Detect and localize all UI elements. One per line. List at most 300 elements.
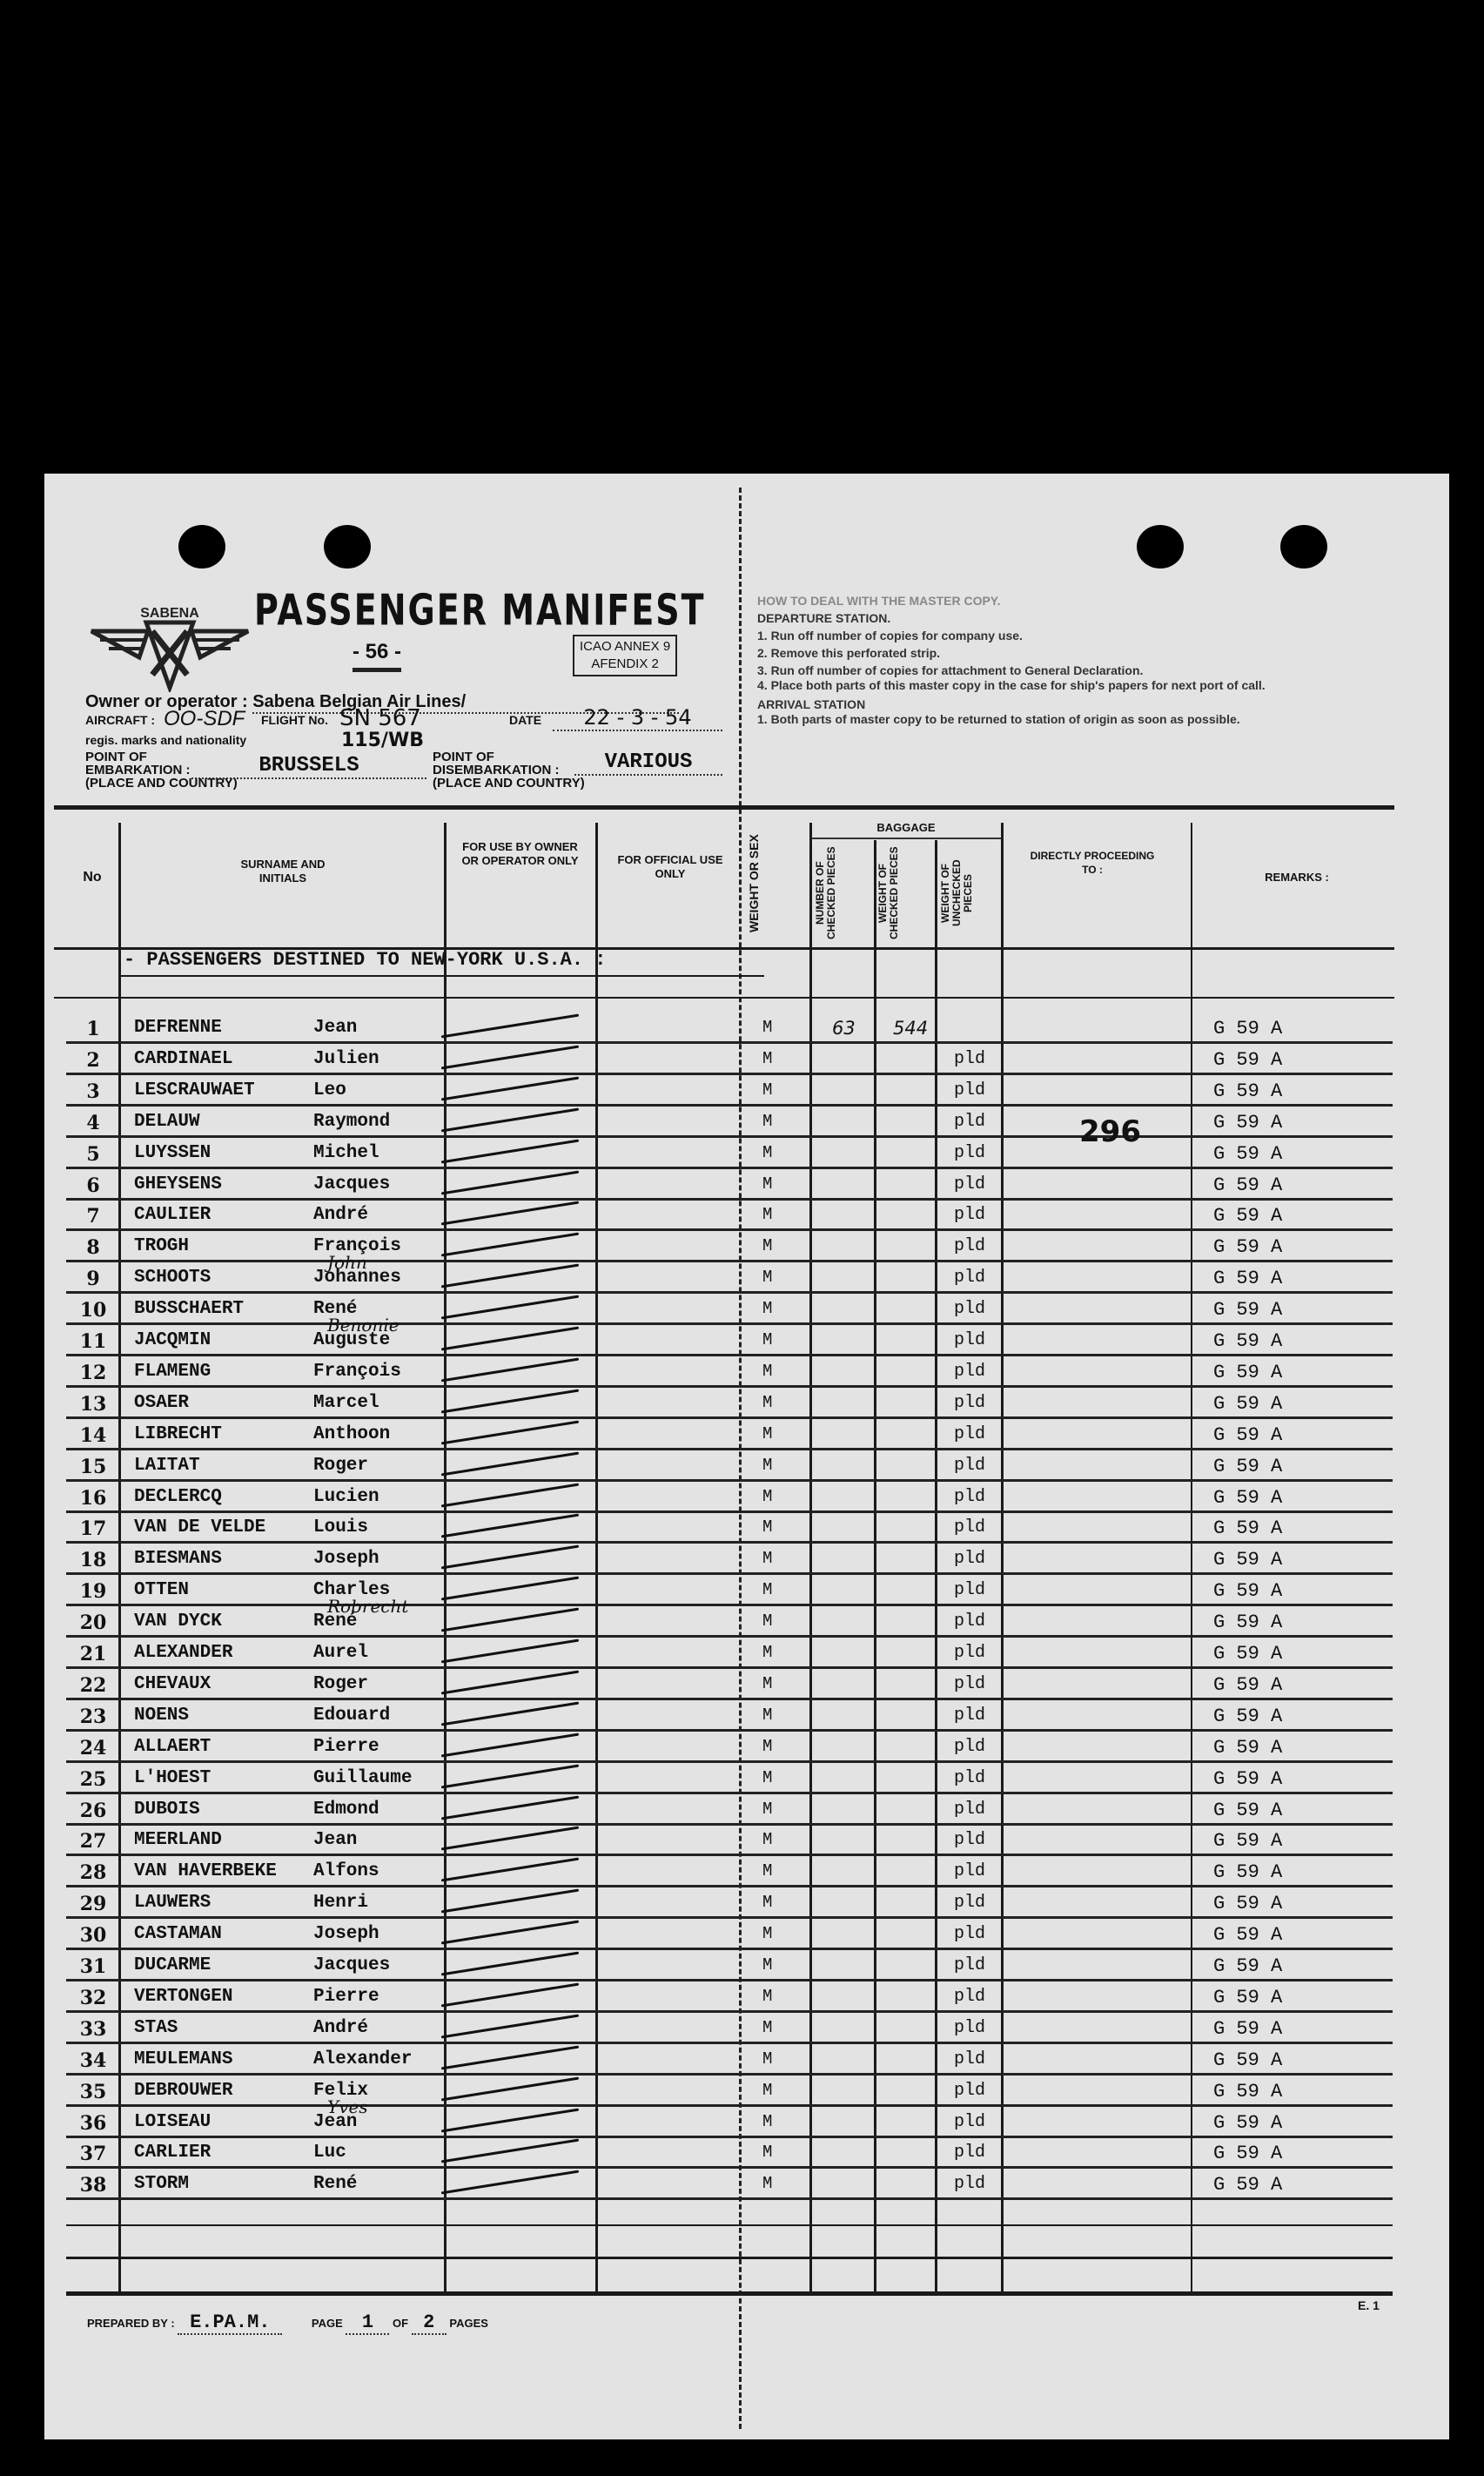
section-heading: - PASSENGERS DESTINED TO NEW-YORK U.S.A. : (124, 949, 607, 971)
handwritten-tick-mark (441, 2076, 579, 2101)
of-label: OF (393, 2317, 409, 2330)
passenger-number: 3 (86, 1080, 100, 1103)
passenger-surname: L'HOEST (134, 1767, 212, 1788)
passenger-surname: STAS (134, 2017, 178, 2038)
passenger-row (66, 1919, 1393, 1950)
passenger-surname: LOISEAU (134, 2111, 212, 2132)
passenger-surname: DEBROUWER (134, 2080, 233, 2101)
passenger-surname: TROGH (134, 1236, 190, 1257)
passenger-first-name: Felix (313, 2080, 369, 2101)
date-label: DATE (509, 713, 542, 727)
passenger-first-name: Guillaume (313, 1767, 413, 1788)
passenger-weight-sex: M (762, 1423, 773, 1443)
icao-line: AFENDIX 2 (591, 656, 659, 671)
passenger-surname: DEFRENNE (134, 1018, 222, 1038)
handwritten-tick-mark (441, 1514, 579, 1538)
passenger-remarks: G 59 A (1213, 1423, 1283, 1446)
passenger-number: 37 (79, 2143, 107, 2166)
passenger-weight-sex: M (762, 2049, 773, 2069)
passenger-surname: FLAMENG (134, 1361, 212, 1382)
flight-value: SN 567 (339, 705, 421, 731)
passenger-surname: CARDINAEL (134, 1048, 233, 1069)
passenger-weight-sex: M (762, 1611, 773, 1632)
passenger-surname: SCHOOTS (134, 1268, 212, 1288)
unchecked-weight: pld (954, 1268, 986, 1288)
unchecked-weight: pld (954, 1174, 986, 1194)
handwritten-tick-mark (441, 2014, 579, 2038)
passenger-weight-sex: M (762, 1986, 773, 2006)
passenger-weight-sex: M (762, 1018, 773, 1037)
passenger-first-name: Alfons (313, 1861, 379, 1882)
handwritten-tick-mark (441, 1201, 579, 1226)
passenger-row (66, 1231, 1393, 1262)
passenger-row (66, 1575, 1393, 1606)
arrival-title: ARRIVAL STATION (757, 697, 866, 711)
punch-hole (1280, 525, 1327, 569)
page-label: PAGE (311, 2317, 343, 2330)
prepared-value: E.PA.M. (178, 2311, 282, 2335)
passenger-weight-sex: M (762, 1955, 773, 1975)
passenger-weight-sex: M (762, 1486, 773, 1506)
passenger-number: 6 (86, 1174, 100, 1197)
passenger-remarks: G 59 A (1213, 2174, 1283, 2197)
unchecked-weight: pld (954, 1205, 986, 1226)
passenger-number: 17 (79, 1517, 107, 1541)
passenger-surname: MEERLAND (134, 1830, 222, 1851)
svg-text:SABENA: SABENA (140, 606, 199, 621)
passenger-surname: JACQMIN (134, 1330, 212, 1350)
handwritten-tick-mark (441, 1264, 579, 1288)
departure-step: 1. Run off number of copies for company use. (757, 629, 1023, 643)
column-header-proceeding: DIRECTLY PROCEEDING TO : (1030, 850, 1155, 876)
passenger-weight-sex: M (762, 1361, 773, 1381)
passenger-weight-sex: M (762, 1767, 773, 1787)
passenger-number: 28 (79, 1861, 107, 1885)
passenger-remarks: G 59 A (1213, 1830, 1283, 1853)
blank-row-rule (66, 2257, 1393, 2259)
passenger-remarks: G 59 A (1213, 1736, 1283, 1759)
passenger-row (66, 1763, 1393, 1794)
passenger-weight-sex: M (762, 1142, 773, 1162)
flight-label: FLIGHT No. (261, 713, 328, 727)
unchecked-weight: pld (954, 1580, 986, 1601)
embarkation-label-line: (PLACE AND COUNTRY) (85, 776, 238, 791)
passenger-number: 26 (79, 1799, 107, 1822)
instructions-title: HOW TO DEAL WITH THE MASTER COPY. (757, 594, 1001, 608)
passenger-row (66, 1356, 1393, 1388)
disembarkation-label-line: DISEMBARKATION : (433, 763, 560, 777)
passenger-first-name: Pierre (313, 1736, 379, 1757)
passenger-row (66, 1596, 1393, 1638)
passenger-number: 12 (79, 1361, 107, 1384)
passenger-number: 4 (86, 1111, 100, 1134)
owner-value: Sabena Belgian Air Lines/ (252, 692, 679, 714)
departure-step: 4. Place both parts of this master copy in the case for ship's papers for next port of call. (757, 678, 1266, 692)
passenger-number: 32 (79, 1986, 107, 2009)
row-rule (66, 2197, 1393, 2200)
passenger-row (66, 1013, 1393, 1044)
passenger-first-name: Marcel (313, 1392, 379, 1413)
handwritten-correction: John (327, 1252, 367, 1274)
passenger-weight-sex: M (762, 1517, 773, 1537)
pages-label: PAGES (449, 2317, 488, 2330)
passenger-row (66, 2044, 1393, 2076)
unchecked-weight: pld (954, 1236, 986, 1257)
passenger-first-name: Jean (313, 1830, 358, 1851)
passenger-number: 11 (79, 1330, 107, 1353)
handwritten-tick-mark (441, 1608, 579, 1632)
column-header-remarks: REMARKS : (1265, 871, 1329, 884)
unchecked-weight: pld (954, 1517, 986, 1538)
passenger-first-name: Jacques (313, 1955, 391, 1975)
passenger-surname: LAITAT (134, 1455, 200, 1476)
proceeding-value: 296 (1079, 1114, 1141, 1149)
passenger-weight-sex: M (762, 1673, 773, 1693)
passenger-first-name: Johannes (313, 1268, 401, 1288)
handwritten-tick-mark (441, 1577, 579, 1601)
icao-line: ICAO ANNEX 9 (580, 639, 671, 654)
passenger-weight-sex: M (762, 1111, 773, 1131)
column-header-checked-weight: WEIGHT OF CHECKED PIECES (876, 846, 900, 940)
handwritten-tick-mark (441, 1889, 579, 1914)
baggage-rule (811, 838, 1001, 839)
handwritten-tick-mark (441, 1764, 579, 1788)
passenger-number: 15 (79, 1455, 107, 1478)
passenger-row (66, 1200, 1393, 1231)
passenger-row (66, 1638, 1393, 1669)
handwritten-tick-mark (441, 1233, 579, 1257)
passenger-remarks: G 59 A (1213, 1549, 1283, 1571)
passenger-surname: ALLAERT (134, 1736, 212, 1757)
passenger-row (66, 1315, 1393, 1356)
passenger-remarks: G 59 A (1213, 1392, 1283, 1415)
passenger-number: 25 (79, 1767, 107, 1791)
unchecked-weight: pld (954, 1299, 986, 1320)
passenger-surname: CHEVAUX (134, 1673, 212, 1694)
passenger-weight-sex: M (762, 1799, 773, 1819)
unchecked-weight: pld (954, 1455, 986, 1476)
passenger-weight-sex: M (762, 1299, 773, 1319)
passenger-remarks: G 59 A (1213, 1924, 1283, 1947)
passenger-row (66, 1107, 1393, 1138)
departure-title: DEPARTURE STATION. (757, 611, 891, 625)
handwritten-tick-mark (441, 1795, 579, 1820)
embarkation-value: BRUSSELS (191, 754, 426, 779)
unchecked-weight: pld (954, 1611, 986, 1632)
handwritten-tick-mark (441, 1483, 579, 1507)
passenger-surname: VAN HAVERBEKE (134, 1861, 277, 1882)
passenger-surname: CAULIER (134, 1205, 212, 1226)
table-bottom-rule (66, 2291, 1393, 2296)
passenger-remarks: G 59 A (1213, 2080, 1283, 2103)
passenger-surname: LESCRAUWAET (134, 1080, 255, 1100)
passenger-surname: MEULEMANS (134, 2049, 233, 2069)
passenger-weight-sex: M (762, 1736, 773, 1756)
punch-hole (178, 525, 225, 569)
passenger-weight-sex: M (762, 1924, 773, 1944)
passenger-number: 24 (79, 1736, 107, 1759)
blank-row-rule (66, 2224, 1393, 2226)
passenger-remarks: G 59 A (1213, 1705, 1283, 1727)
handwritten-tick-mark (441, 1357, 579, 1382)
passenger-row (66, 1669, 1393, 1700)
page-title: PASSENGER MANIFEST (254, 585, 706, 636)
unchecked-weight: pld (954, 1736, 986, 1757)
unchecked-weight: pld (954, 2049, 986, 2069)
handwritten-tick-mark (441, 1733, 579, 1757)
embarkation-label-line: EMBARKATION : (85, 763, 191, 777)
passenger-remarks: G 59 A (1213, 1361, 1283, 1383)
passenger-first-name: Julien (313, 1048, 379, 1069)
passenger-row (66, 1450, 1393, 1482)
passenger-number: 9 (86, 1268, 100, 1291)
sabena-logo (87, 596, 252, 692)
section-rule (54, 997, 1394, 999)
passenger-weight-sex: M (762, 1893, 773, 1913)
passenger-first-name: Auguste (313, 1330, 391, 1350)
passenger-surname: DELAUW (134, 1111, 200, 1132)
passenger-row (66, 1794, 1393, 1826)
form-number: - 56 - (353, 640, 401, 672)
passenger-first-name: Joseph (313, 1549, 379, 1570)
passenger-number: 1 (86, 1018, 100, 1040)
passenger-first-name: Jacques (313, 1174, 391, 1194)
section-rule (120, 975, 764, 977)
passenger-weight-sex: M (762, 2174, 773, 2194)
passenger-surname: DUBOIS (134, 1799, 200, 1820)
passenger-remarks: G 59 A (1213, 1799, 1283, 1821)
passenger-first-name: Roger (313, 1455, 369, 1476)
handwritten-tick-mark (441, 1921, 579, 1945)
handwritten-tick-mark (441, 1701, 579, 1726)
footer (87, 2311, 488, 2335)
disembarkation-value: VARIOUS (574, 750, 722, 776)
disembarkation-label (433, 750, 585, 790)
passenger-first-name: Luc (313, 2143, 346, 2163)
unchecked-weight: pld (954, 2017, 986, 2038)
passenger-surname: NOENS (134, 1705, 190, 1726)
passenger-row (66, 1512, 1393, 1544)
column-header-checked-pieces: NUMBER OF CHECKED PIECES (814, 846, 837, 940)
passenger-weight-sex: M (762, 1830, 773, 1850)
passenger-number: 35 (79, 2080, 107, 2103)
passenger-number: 29 (79, 1893, 107, 1916)
unchecked-weight: pld (954, 1330, 986, 1350)
master-copy-instructions (757, 592, 1323, 726)
passenger-row (66, 2096, 1393, 2138)
page-number: 1 (346, 2311, 389, 2335)
passenger-row (66, 1252, 1393, 1294)
passenger-weight-sex: M (762, 2080, 773, 2100)
passenger-remarks: G 59 A (1213, 2017, 1283, 2040)
unchecked-weight: pld (954, 1486, 986, 1507)
handwritten-correction: Benonie (327, 1315, 400, 1336)
passenger-surname: LUYSSEN (134, 1142, 212, 1163)
unchecked-weight: pld (954, 1955, 986, 1975)
passenger-number: 38 (79, 2174, 107, 2197)
sabena-winged-logo-icon (87, 596, 252, 692)
handwritten-correction: Robrecht (327, 1596, 409, 1618)
passenger-first-name: Michel (313, 1142, 379, 1163)
passenger-number: 19 (79, 1580, 107, 1604)
unchecked-weight: pld (954, 2080, 986, 2101)
handwritten-tick-mark (441, 1827, 579, 1851)
passenger-first-name: Raymond (313, 1111, 391, 1132)
punch-hole (1137, 525, 1184, 569)
passenger-surname: VAN DE VELDE (134, 1517, 266, 1538)
handwritten-tick-mark (441, 1451, 579, 1476)
passenger-remarks: G 59 A (1213, 1174, 1283, 1196)
passenger-first-name: Anthoon (313, 1423, 391, 1444)
unchecked-weight: pld (954, 1893, 986, 1914)
passenger-row (66, 1950, 1393, 1981)
passenger-surname: DUCARME (134, 1955, 212, 1975)
passenger-surname: STORM (134, 2174, 190, 2195)
aircraft-label: AIRCRAFT : (85, 713, 156, 727)
passenger-number: 2 (86, 1048, 100, 1072)
unchecked-weight: pld (954, 1673, 986, 1694)
unchecked-weight: pld (954, 2143, 986, 2163)
passenger-remarks: G 59 A (1213, 1611, 1283, 1634)
passenger-weight-sex: M (762, 1643, 773, 1662)
unchecked-weight: pld (954, 1924, 986, 1945)
passenger-remarks: G 59 A (1213, 2049, 1283, 2071)
passenger-first-name: Joseph (313, 1924, 379, 1945)
passenger-first-name: Leo (313, 1080, 346, 1100)
column-header-surname: SURNAME AND INITIALS (240, 858, 326, 885)
passenger-weight-sex: M (762, 1236, 773, 1256)
passenger-row (66, 1075, 1393, 1107)
arrival-step: 1. Both parts of master copy to be returned to station of origin as soon as possible. (757, 712, 1240, 726)
passenger-weight-sex: M (762, 1580, 773, 1600)
passenger-remarks: G 59 A (1213, 1080, 1283, 1102)
icao-box (573, 635, 677, 676)
passenger-row (66, 1138, 1393, 1169)
passenger-remarks: G 59 A (1213, 1955, 1283, 1977)
passenger-weight-sex: M (762, 1048, 773, 1068)
passenger-surname: CASTAMAN (134, 1924, 222, 1945)
checked-weight: 544 (893, 1018, 929, 1039)
owner-label: Owner or operator : (85, 692, 248, 711)
passenger-surname: OSAER (134, 1392, 190, 1413)
prepared-label: PREPARED BY : (87, 2317, 175, 2330)
passenger-row (66, 1856, 1393, 1887)
passenger-first-name: Jean (313, 2111, 358, 2132)
passenger-remarks: G 59 A (1213, 1767, 1283, 1790)
passenger-remarks: G 59 A (1213, 1861, 1283, 1884)
passenger-weight-sex: M (762, 1705, 773, 1725)
passenger-remarks: G 59 A (1213, 1205, 1283, 1228)
handwritten-tick-mark (441, 1107, 579, 1132)
unchecked-weight: pld (954, 1705, 986, 1726)
unchecked-weight: pld (954, 1549, 986, 1570)
passenger-surname: CARLIER (134, 2143, 212, 2163)
passenger-row (66, 1419, 1393, 1450)
passenger-row (66, 1825, 1393, 1856)
passenger-row (66, 2013, 1393, 2044)
column-header-weight-sex: WEIGHT OR SEX (747, 834, 761, 933)
handwritten-tick-mark (441, 2139, 579, 2163)
handwritten-tick-mark (441, 1327, 579, 1351)
passenger-weight-sex: M (762, 1549, 773, 1569)
passenger-number: 20 (79, 1611, 107, 1635)
passenger-first-name: Lucien (313, 1486, 379, 1507)
handwritten-tick-mark (441, 1952, 579, 1976)
passenger-remarks: G 59 A (1213, 1142, 1283, 1165)
passenger-weight-sex: M (762, 1174, 773, 1194)
passenger-number: 16 (79, 1486, 107, 1510)
passenger-remarks: G 59 A (1213, 1643, 1283, 1665)
column-header-no: No (83, 870, 102, 885)
checked-pieces: 63 (832, 1018, 856, 1039)
passenger-first-name: Edouard (313, 1705, 391, 1726)
handwritten-tick-mark (441, 1420, 579, 1444)
passenger-first-name: Henri (313, 1893, 369, 1914)
passenger-surname: VERTONGEN (134, 1986, 233, 2007)
passenger-first-name: René (313, 1611, 358, 1632)
passenger-first-name: René (313, 2174, 358, 2195)
unchecked-weight: pld (954, 1111, 986, 1132)
passenger-row (66, 1294, 1393, 1325)
passenger-row (66, 1887, 1393, 1919)
unchecked-weight: pld (954, 1986, 986, 2007)
passenger-first-name: Pierre (313, 1986, 379, 2007)
passenger-surname: ALEXANDER (134, 1643, 233, 1663)
departure-step: 3. Run off number of copies for attachment to General Declaration. (757, 663, 1144, 677)
passenger-number: 31 (79, 1955, 107, 1978)
passenger-remarks: G 59 A (1213, 1268, 1283, 1290)
passenger-weight-sex: M (762, 1330, 773, 1349)
passenger-remarks: G 59 A (1213, 2111, 1283, 2134)
unchecked-weight: pld (954, 1361, 986, 1382)
passenger-number: 23 (79, 1705, 107, 1728)
handwritten-correction: Yves (327, 2096, 368, 2117)
passenger-number: 30 (79, 1924, 107, 1948)
passenger-weight-sex: M (762, 1080, 773, 1100)
passenger-weight-sex: M (762, 2017, 773, 2037)
passenger-remarks: G 59 A (1213, 1048, 1283, 1071)
passenger-row (66, 1544, 1393, 1575)
passenger-first-name: André (313, 2017, 369, 2038)
passenger-row (66, 1169, 1393, 1201)
total-pages: 2 (412, 2311, 447, 2335)
passenger-number: 36 (79, 2111, 107, 2135)
aircraft-value: OO-SDF (164, 707, 245, 730)
unchecked-weight: pld (954, 2111, 986, 2132)
passenger-first-name: François (313, 1236, 401, 1257)
passenger-first-name: André (313, 1205, 369, 1226)
passenger-weight-sex: M (762, 1205, 773, 1225)
passenger-remarks: G 59 A (1213, 1018, 1283, 1040)
handwritten-tick-mark (441, 1045, 579, 1069)
passenger-surname: GHEYSENS (134, 1174, 222, 1194)
passenger-number: 18 (79, 1549, 107, 1572)
passenger-first-name: René (313, 1299, 358, 1320)
passenger-surname: VAN DYCK (134, 1611, 222, 1632)
unchecked-weight: pld (954, 1080, 986, 1100)
passenger-first-name: François (313, 1361, 401, 1382)
passenger-surname: BIESMANS (134, 1549, 222, 1570)
column-header-official: FOR OFFICIAL USE ONLY (617, 853, 723, 880)
passenger-number: 13 (79, 1392, 107, 1416)
disembarkation-label-line: (PLACE AND COUNTRY) (433, 776, 585, 791)
passenger-first-name: Jean (313, 1018, 358, 1038)
passenger-remarks: G 59 A (1213, 1455, 1283, 1477)
passenger-first-name: Aurel (313, 1643, 369, 1663)
passenger-row (66, 1388, 1393, 1419)
embarkation-label-line: POINT OF (85, 750, 147, 764)
passenger-remarks: G 59 A (1213, 1893, 1283, 1915)
